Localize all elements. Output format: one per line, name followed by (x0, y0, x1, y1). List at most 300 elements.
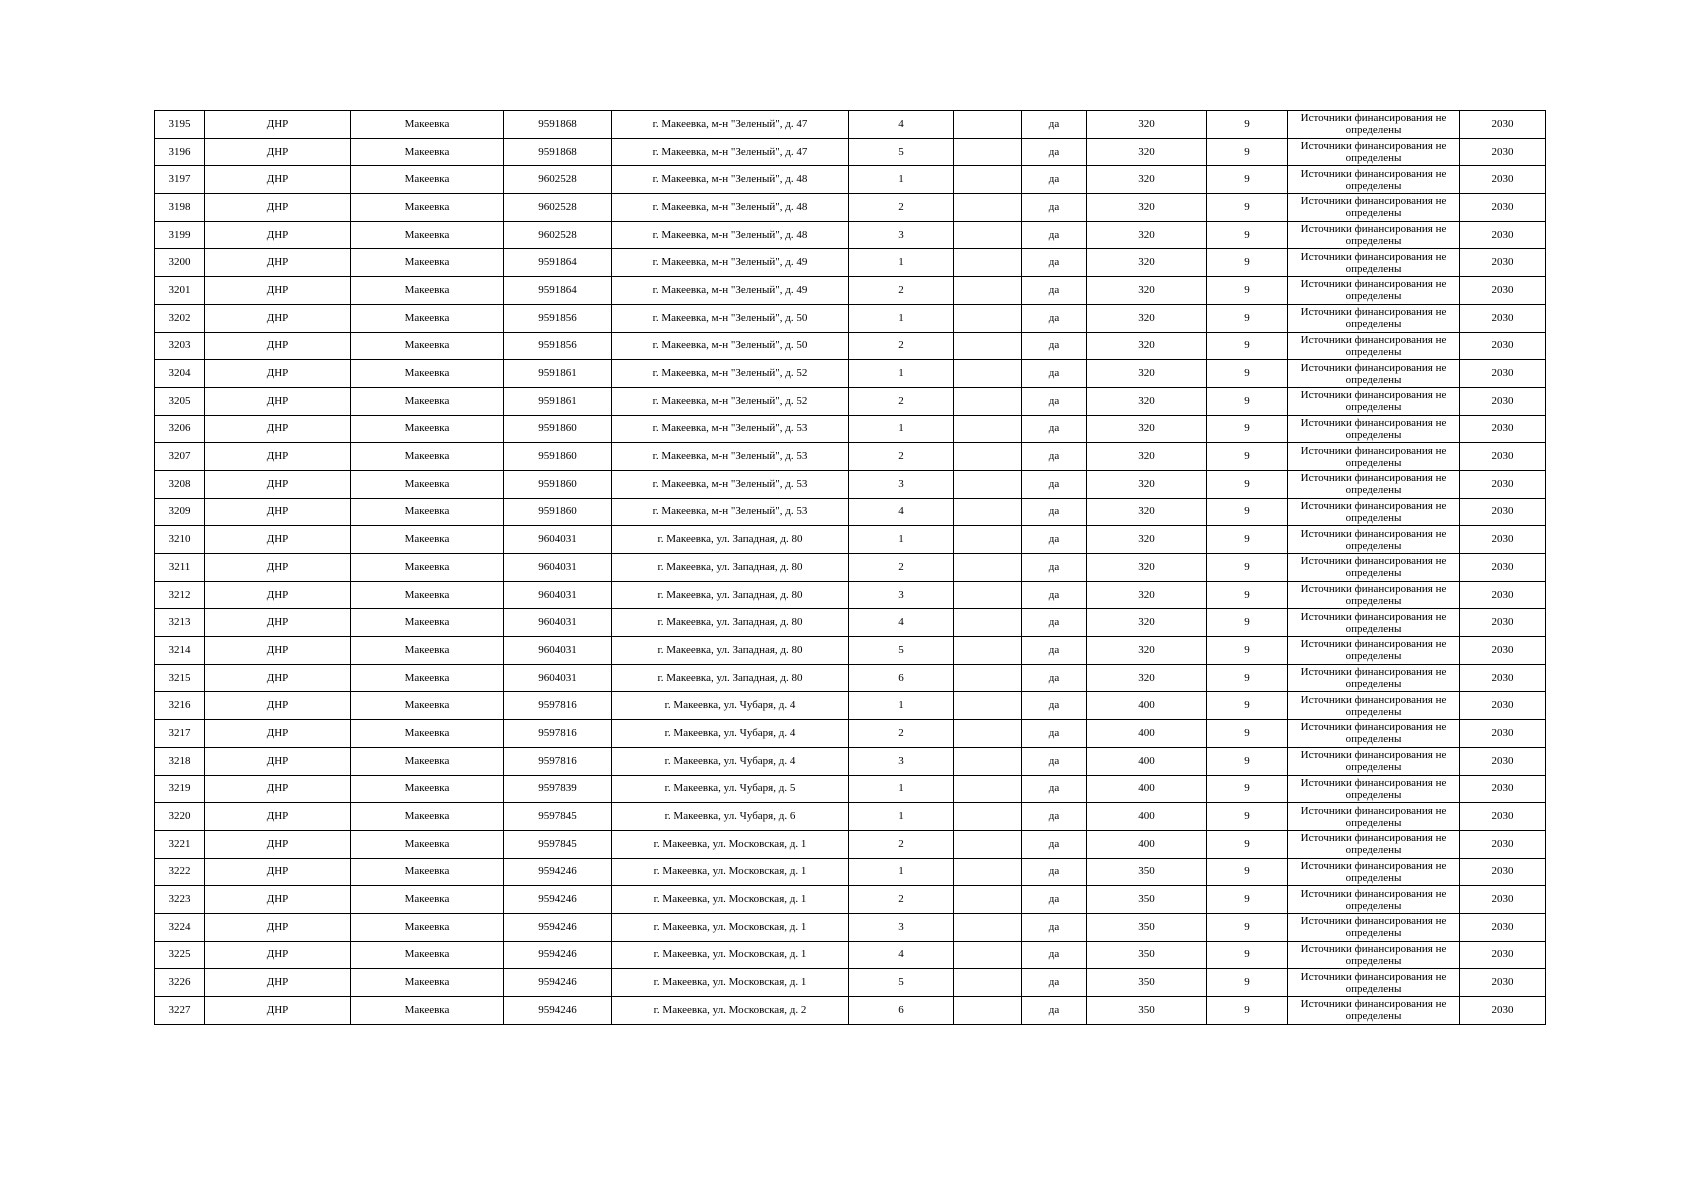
address-cell: г. Макеевка, ул. Западная, д. 80 (612, 609, 849, 637)
empty-cell (954, 886, 1022, 914)
empty-cell (954, 969, 1022, 997)
amount-cell: 320 (1087, 581, 1207, 609)
flag-cell: да (1022, 858, 1087, 886)
city-cell: Макеевка (351, 332, 504, 360)
row-number-cell: 3227 (155, 997, 205, 1025)
floors-cell: 9 (1207, 387, 1288, 415)
funding-note-cell: Источники финансирования не определены (1288, 747, 1460, 775)
flag-cell: да (1022, 194, 1087, 222)
funding-note-cell: Источники финансирования не определены (1288, 277, 1460, 305)
address-cell: г. Макеевка, ул. Московская, д. 1 (612, 941, 849, 969)
funding-note-cell: Источники финансирования не определены (1288, 969, 1460, 997)
city-cell: Макеевка (351, 166, 504, 194)
city-cell: Макеевка (351, 498, 504, 526)
amount-cell: 320 (1087, 470, 1207, 498)
region-cell: ДНР (205, 775, 351, 803)
city-cell: Макеевка (351, 526, 504, 554)
region-cell: ДНР (205, 387, 351, 415)
funding-note-cell: Источники финансирования не определены (1288, 332, 1460, 360)
table-row (155, 830, 1546, 858)
building-id-cell: 9591860 (504, 498, 612, 526)
floors-cell: 9 (1207, 830, 1288, 858)
row-number-cell: 3214 (155, 637, 205, 665)
row-number-cell: 3209 (155, 498, 205, 526)
row-number-cell: 3199 (155, 221, 205, 249)
address-cell: г. Макеевка, м-н "Зеленый", д. 53 (612, 498, 849, 526)
amount-cell: 320 (1087, 277, 1207, 305)
building-id-cell: 9597816 (504, 692, 612, 720)
building-id-cell: 9594246 (504, 858, 612, 886)
entrance-cell: 5 (849, 637, 954, 665)
floors-cell: 9 (1207, 221, 1288, 249)
amount-cell: 350 (1087, 886, 1207, 914)
year-cell: 2030 (1460, 858, 1546, 886)
empty-cell (954, 221, 1022, 249)
empty-cell (954, 775, 1022, 803)
floors-cell: 9 (1207, 581, 1288, 609)
region-cell: ДНР (205, 997, 351, 1025)
year-cell: 2030 (1460, 166, 1546, 194)
floors-cell: 9 (1207, 720, 1288, 748)
table-row (155, 913, 1546, 941)
region-cell: ДНР (205, 304, 351, 332)
amount-cell: 320 (1087, 332, 1207, 360)
entrance-cell: 6 (849, 997, 954, 1025)
row-number-cell: 3224 (155, 913, 205, 941)
address-cell: г. Макеевка, м-н "Зеленый", д. 48 (612, 221, 849, 249)
table-row (155, 692, 1546, 720)
address-cell: г. Макеевка, ул. Западная, д. 80 (612, 526, 849, 554)
funding-note-cell: Источники финансирования не определены (1288, 830, 1460, 858)
floors-cell: 9 (1207, 775, 1288, 803)
table-row (155, 997, 1546, 1025)
row-number-cell: 3221 (155, 830, 205, 858)
flag-cell: да (1022, 692, 1087, 720)
empty-cell (954, 470, 1022, 498)
building-id-cell: 9591861 (504, 387, 612, 415)
region-cell: ДНР (205, 166, 351, 194)
address-cell: г. Макеевка, ул. Московская, д. 1 (612, 830, 849, 858)
building-id-cell: 9594246 (504, 941, 612, 969)
entrance-cell: 1 (849, 415, 954, 443)
year-cell: 2030 (1460, 581, 1546, 609)
city-cell: Макеевка (351, 221, 504, 249)
city-cell: Макеевка (351, 111, 504, 139)
row-number-cell: 3195 (155, 111, 205, 139)
flag-cell: да (1022, 581, 1087, 609)
table-row (155, 609, 1546, 637)
table-row (155, 637, 1546, 665)
entrance-cell: 2 (849, 830, 954, 858)
table-row (155, 111, 1546, 139)
flag-cell: да (1022, 609, 1087, 637)
floors-cell: 9 (1207, 609, 1288, 637)
city-cell: Макеевка (351, 637, 504, 665)
region-cell: ДНР (205, 360, 351, 388)
flag-cell: да (1022, 111, 1087, 139)
amount-cell: 320 (1087, 249, 1207, 277)
region-cell: ДНР (205, 138, 351, 166)
city-cell: Макеевка (351, 941, 504, 969)
amount-cell: 320 (1087, 194, 1207, 222)
region-cell: ДНР (205, 830, 351, 858)
funding-note-cell: Источники финансирования не определены (1288, 997, 1460, 1025)
amount-cell: 320 (1087, 304, 1207, 332)
year-cell: 2030 (1460, 886, 1546, 914)
empty-cell (954, 415, 1022, 443)
region-cell: ДНР (205, 969, 351, 997)
year-cell: 2030 (1460, 664, 1546, 692)
city-cell: Макеевка (351, 969, 504, 997)
floors-cell: 9 (1207, 858, 1288, 886)
flag-cell: да (1022, 554, 1087, 582)
flag-cell: да (1022, 387, 1087, 415)
region-cell: ДНР (205, 941, 351, 969)
row-number-cell: 3205 (155, 387, 205, 415)
flag-cell: да (1022, 360, 1087, 388)
row-number-cell: 3204 (155, 360, 205, 388)
flag-cell: да (1022, 775, 1087, 803)
entrance-cell: 1 (849, 249, 954, 277)
flag-cell: да (1022, 886, 1087, 914)
floors-cell: 9 (1207, 443, 1288, 471)
table-row (155, 277, 1546, 305)
year-cell: 2030 (1460, 830, 1546, 858)
year-cell: 2030 (1460, 941, 1546, 969)
year-cell: 2030 (1460, 609, 1546, 637)
entrance-cell: 1 (849, 775, 954, 803)
entrance-cell: 4 (849, 941, 954, 969)
building-id-cell: 9597845 (504, 830, 612, 858)
funding-note-cell: Источники финансирования не определены (1288, 443, 1460, 471)
entrance-cell: 1 (849, 803, 954, 831)
region-cell: ДНР (205, 554, 351, 582)
address-cell: г. Макеевка, ул. Западная, д. 80 (612, 581, 849, 609)
funding-note-cell: Источники финансирования не определены (1288, 360, 1460, 388)
row-number-cell: 3226 (155, 969, 205, 997)
region-cell: ДНР (205, 692, 351, 720)
flag-cell: да (1022, 637, 1087, 665)
region-cell: ДНР (205, 913, 351, 941)
floors-cell: 9 (1207, 664, 1288, 692)
building-id-cell: 9602528 (504, 166, 612, 194)
table-row (155, 221, 1546, 249)
table-row (155, 581, 1546, 609)
empty-cell (954, 277, 1022, 305)
year-cell: 2030 (1460, 304, 1546, 332)
year-cell: 2030 (1460, 138, 1546, 166)
address-cell: г. Макеевка, ул. Чубаря, д. 4 (612, 747, 849, 775)
funding-note-cell: Источники финансирования не определены (1288, 858, 1460, 886)
address-cell: г. Макеевка, м-н "Зеленый", д. 47 (612, 138, 849, 166)
building-id-cell: 9602528 (504, 194, 612, 222)
address-cell: г. Макеевка, м-н "Зеленый", д. 53 (612, 443, 849, 471)
year-cell: 2030 (1460, 415, 1546, 443)
city-cell: Макеевка (351, 470, 504, 498)
floors-cell: 9 (1207, 913, 1288, 941)
building-id-cell: 9594246 (504, 913, 612, 941)
building-id-cell: 9604031 (504, 637, 612, 665)
entrance-cell: 5 (849, 138, 954, 166)
year-cell: 2030 (1460, 692, 1546, 720)
year-cell: 2030 (1460, 803, 1546, 831)
year-cell: 2030 (1460, 360, 1546, 388)
table-row (155, 387, 1546, 415)
funding-note-cell: Источники финансирования не определены (1288, 138, 1460, 166)
region-cell: ДНР (205, 194, 351, 222)
empty-cell (954, 637, 1022, 665)
year-cell: 2030 (1460, 498, 1546, 526)
building-id-cell: 9604031 (504, 581, 612, 609)
row-number-cell: 3211 (155, 554, 205, 582)
table-row (155, 304, 1546, 332)
year-cell: 2030 (1460, 332, 1546, 360)
funding-note-cell: Источники финансирования не определены (1288, 166, 1460, 194)
entrance-cell: 1 (849, 304, 954, 332)
funding-note-cell: Источники финансирования не определены (1288, 913, 1460, 941)
year-cell: 2030 (1460, 554, 1546, 582)
row-number-cell: 3201 (155, 277, 205, 305)
flag-cell: да (1022, 498, 1087, 526)
building-id-cell: 9591856 (504, 332, 612, 360)
empty-cell (954, 830, 1022, 858)
amount-cell: 350 (1087, 969, 1207, 997)
empty-cell (954, 249, 1022, 277)
building-id-cell: 9594246 (504, 886, 612, 914)
floors-cell: 9 (1207, 166, 1288, 194)
row-number-cell: 3210 (155, 526, 205, 554)
city-cell: Макеевка (351, 249, 504, 277)
address-cell: г. Макеевка, ул. Московская, д. 1 (612, 858, 849, 886)
region-cell: ДНР (205, 609, 351, 637)
flag-cell: да (1022, 830, 1087, 858)
flag-cell: да (1022, 941, 1087, 969)
amount-cell: 320 (1087, 387, 1207, 415)
flag-cell: да (1022, 720, 1087, 748)
region-cell: ДНР (205, 221, 351, 249)
entrance-cell: 3 (849, 581, 954, 609)
empty-cell (954, 526, 1022, 554)
entrance-cell: 2 (849, 387, 954, 415)
floors-cell: 9 (1207, 111, 1288, 139)
building-id-cell: 9597816 (504, 747, 612, 775)
funding-note-cell: Источники финансирования не определены (1288, 637, 1460, 665)
year-cell: 2030 (1460, 443, 1546, 471)
city-cell: Макеевка (351, 913, 504, 941)
empty-cell (954, 554, 1022, 582)
funding-note-cell: Источники финансирования не определены (1288, 720, 1460, 748)
row-number-cell: 3218 (155, 747, 205, 775)
amount-cell: 350 (1087, 858, 1207, 886)
table-row (155, 941, 1546, 969)
empty-cell (954, 664, 1022, 692)
floors-cell: 9 (1207, 194, 1288, 222)
amount-cell: 320 (1087, 166, 1207, 194)
funding-note-cell: Источники финансирования не определены (1288, 526, 1460, 554)
building-id-cell: 9594246 (504, 997, 612, 1025)
city-cell: Макеевка (351, 387, 504, 415)
table-row (155, 858, 1546, 886)
floors-cell: 9 (1207, 747, 1288, 775)
address-cell: г. Макеевка, м-н "Зеленый", д. 49 (612, 277, 849, 305)
entrance-cell: 1 (849, 360, 954, 388)
amount-cell: 400 (1087, 775, 1207, 803)
table-row (155, 720, 1546, 748)
row-number-cell: 3220 (155, 803, 205, 831)
city-cell: Макеевка (351, 360, 504, 388)
flag-cell: да (1022, 277, 1087, 305)
amount-cell: 320 (1087, 637, 1207, 665)
address-cell: г. Макеевка, м-н "Зеленый", д. 48 (612, 194, 849, 222)
region-cell: ДНР (205, 581, 351, 609)
empty-cell (954, 747, 1022, 775)
empty-cell (954, 692, 1022, 720)
funding-note-cell: Источники финансирования не определены (1288, 304, 1460, 332)
entrance-cell: 1 (849, 858, 954, 886)
table-row (155, 360, 1546, 388)
address-cell: г. Макеевка, м-н "Зеленый", д. 53 (612, 415, 849, 443)
year-cell: 2030 (1460, 249, 1546, 277)
address-cell: г. Макеевка, м-н "Зеленый", д. 48 (612, 166, 849, 194)
floors-cell: 9 (1207, 249, 1288, 277)
empty-cell (954, 360, 1022, 388)
amount-cell: 320 (1087, 664, 1207, 692)
table-row (155, 498, 1546, 526)
entrance-cell: 1 (849, 526, 954, 554)
table-row (155, 166, 1546, 194)
funding-note-cell: Источники финансирования не определены (1288, 609, 1460, 637)
funding-note-cell: Источники финансирования не определены (1288, 387, 1460, 415)
amount-cell: 320 (1087, 526, 1207, 554)
amount-cell: 400 (1087, 830, 1207, 858)
funding-note-cell: Источники финансирования не определены (1288, 886, 1460, 914)
row-number-cell: 3219 (155, 775, 205, 803)
region-cell: ДНР (205, 443, 351, 471)
year-cell: 2030 (1460, 470, 1546, 498)
floors-cell: 9 (1207, 692, 1288, 720)
row-number-cell: 3200 (155, 249, 205, 277)
region-cell: ДНР (205, 526, 351, 554)
year-cell: 2030 (1460, 637, 1546, 665)
year-cell: 2030 (1460, 111, 1546, 139)
address-cell: г. Макеевка, ул. Чубаря, д. 5 (612, 775, 849, 803)
entrance-cell: 4 (849, 498, 954, 526)
table-row (155, 415, 1546, 443)
building-id-cell: 9594246 (504, 969, 612, 997)
region-cell: ДНР (205, 803, 351, 831)
row-number-cell: 3196 (155, 138, 205, 166)
empty-cell (954, 609, 1022, 637)
empty-cell (954, 498, 1022, 526)
city-cell: Макеевка (351, 415, 504, 443)
empty-cell (954, 997, 1022, 1025)
year-cell: 2030 (1460, 747, 1546, 775)
amount-cell: 400 (1087, 747, 1207, 775)
empty-cell (954, 194, 1022, 222)
row-number-cell: 3212 (155, 581, 205, 609)
address-cell: г. Макеевка, ул. Западная, д. 80 (612, 664, 849, 692)
entrance-cell: 3 (849, 747, 954, 775)
row-number-cell: 3216 (155, 692, 205, 720)
amount-cell: 400 (1087, 720, 1207, 748)
empty-cell (954, 166, 1022, 194)
empty-cell (954, 332, 1022, 360)
flag-cell: да (1022, 249, 1087, 277)
row-number-cell: 3198 (155, 194, 205, 222)
address-cell: г. Макеевка, ул. Московская, д. 1 (612, 913, 849, 941)
region-cell: ДНР (205, 415, 351, 443)
floors-cell: 9 (1207, 997, 1288, 1025)
entrance-cell: 4 (849, 609, 954, 637)
flag-cell: да (1022, 969, 1087, 997)
year-cell: 2030 (1460, 387, 1546, 415)
amount-cell: 320 (1087, 138, 1207, 166)
building-id-cell: 9597845 (504, 803, 612, 831)
flag-cell: да (1022, 304, 1087, 332)
region-cell: ДНР (205, 249, 351, 277)
empty-cell (954, 858, 1022, 886)
funding-note-cell: Источники финансирования не определены (1288, 554, 1460, 582)
flag-cell: да (1022, 332, 1087, 360)
entrance-cell: 4 (849, 111, 954, 139)
empty-cell (954, 581, 1022, 609)
entrance-cell: 5 (849, 969, 954, 997)
amount-cell: 320 (1087, 609, 1207, 637)
address-cell: г. Макеевка, ул. Западная, д. 80 (612, 637, 849, 665)
table-row (155, 775, 1546, 803)
floors-cell: 9 (1207, 886, 1288, 914)
city-cell: Макеевка (351, 997, 504, 1025)
funding-note-cell: Источники финансирования не определены (1288, 803, 1460, 831)
address-cell: г. Макеевка, ул. Московская, д. 1 (612, 969, 849, 997)
city-cell: Макеевка (351, 775, 504, 803)
entrance-cell: 2 (849, 554, 954, 582)
flag-cell: да (1022, 803, 1087, 831)
building-id-cell: 9591856 (504, 304, 612, 332)
entrance-cell: 2 (849, 886, 954, 914)
city-cell: Макеевка (351, 581, 504, 609)
entrance-cell: 2 (849, 277, 954, 305)
entrance-cell: 2 (849, 332, 954, 360)
floors-cell: 9 (1207, 470, 1288, 498)
row-number-cell: 3207 (155, 443, 205, 471)
table-row (155, 332, 1546, 360)
year-cell: 2030 (1460, 526, 1546, 554)
row-number-cell: 3197 (155, 166, 205, 194)
city-cell: Макеевка (351, 277, 504, 305)
building-id-cell: 9591861 (504, 360, 612, 388)
empty-cell (954, 720, 1022, 748)
table-row (155, 554, 1546, 582)
year-cell: 2030 (1460, 969, 1546, 997)
address-cell: г. Макеевка, ул. Чубаря, д. 4 (612, 720, 849, 748)
floors-cell: 9 (1207, 415, 1288, 443)
city-cell: Макеевка (351, 886, 504, 914)
floors-cell: 9 (1207, 332, 1288, 360)
row-number-cell: 3203 (155, 332, 205, 360)
flag-cell: да (1022, 470, 1087, 498)
city-cell: Макеевка (351, 554, 504, 582)
building-id-cell: 9604031 (504, 609, 612, 637)
funding-note-cell: Источники финансирования не определены (1288, 470, 1460, 498)
entrance-cell: 2 (849, 443, 954, 471)
table-row (155, 138, 1546, 166)
row-number-cell: 3215 (155, 664, 205, 692)
floors-cell: 9 (1207, 277, 1288, 305)
table-row (155, 969, 1546, 997)
year-cell: 2030 (1460, 194, 1546, 222)
funding-note-cell: Источники финансирования не определены (1288, 692, 1460, 720)
